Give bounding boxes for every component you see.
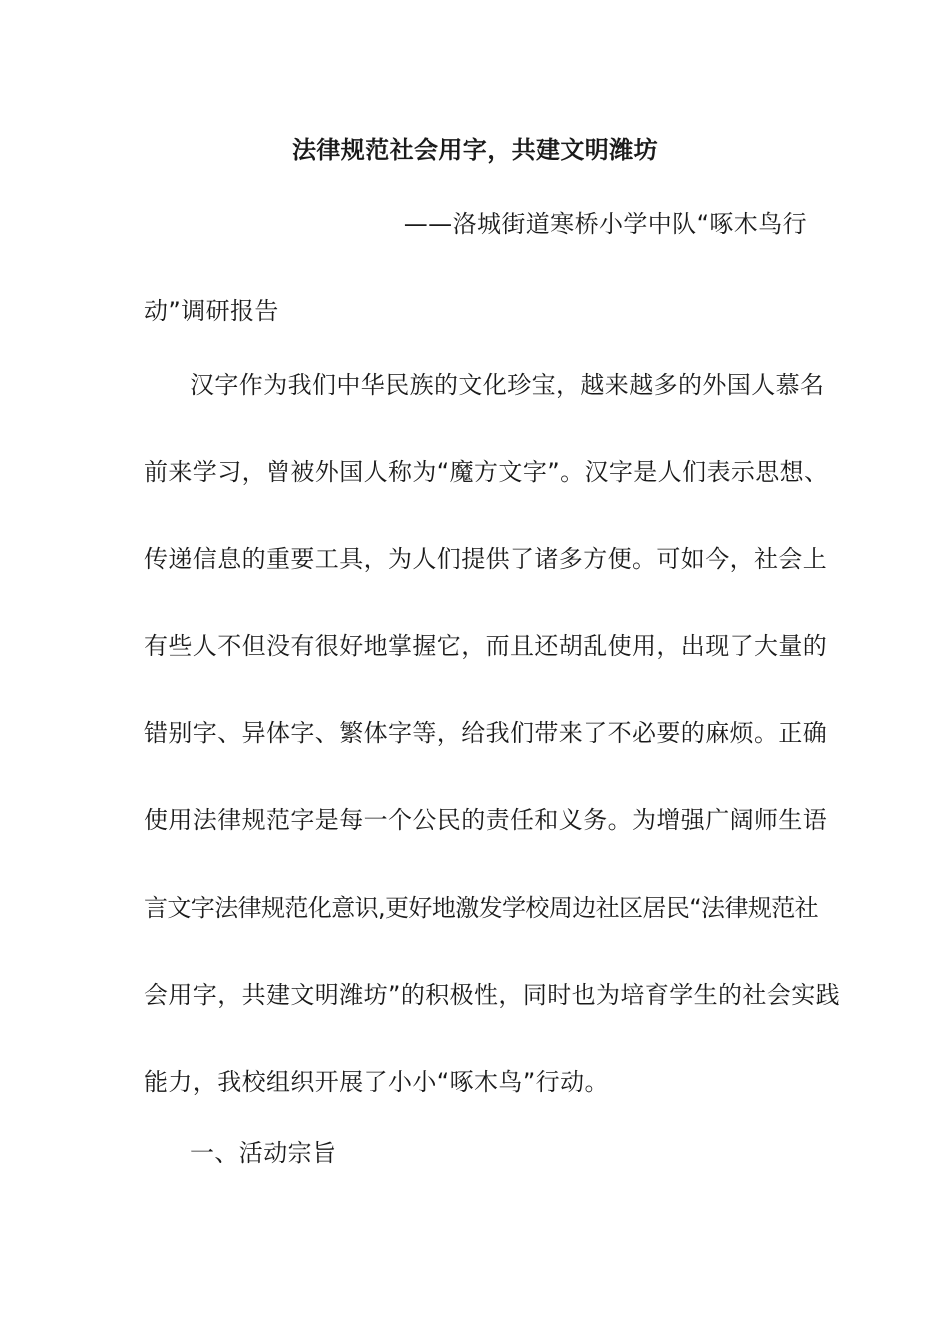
paragraph-line: 汉字作为我们中华民族的文化珍宝，越来越多的外国人慕名 (190, 371, 825, 399)
paragraph-line: 使用法律规范字是每一个公民的责任和义务。为增强广阔师生语 (144, 806, 828, 834)
paragraph-line: 言文字法律规范化意识,更好地激发学校周边社区居民“法律规范社 (144, 894, 819, 922)
paragraph-line: 传递信息的重要工具，为人们提供了诸多方便。可如今，社会上 (144, 545, 828, 573)
document-subtitle-line-1: ——洛城街道寒桥小学中队“啄木鸟行 (403, 210, 807, 238)
paragraph-line: 有些人不但没有很好地掌握它，而且还胡乱使用，出现了大量的 (144, 632, 828, 660)
document-title: 法律规范社会用字，共建文明潍坊 (292, 136, 658, 164)
paragraph-line: 错别字、异体字、繁体字等，给我们带来了不必要的麻烦。正确 (144, 719, 828, 747)
document-subtitle-line-2: 动”调研报告 (144, 297, 279, 325)
paragraph-line: 能力，我校组织开展了小小“啄木鸟”行动。 (144, 1068, 609, 1096)
paragraph-line: 会用字，共建文明潍坊”的积极性，同时也为培育学生的社会实践 (144, 981, 841, 1009)
section-heading: 一、活动宗旨 (190, 1139, 337, 1167)
paragraph-line: 前来学习，曾被外国人称为“魔方文字”。汉字是人们表示思想、 (144, 458, 829, 486)
